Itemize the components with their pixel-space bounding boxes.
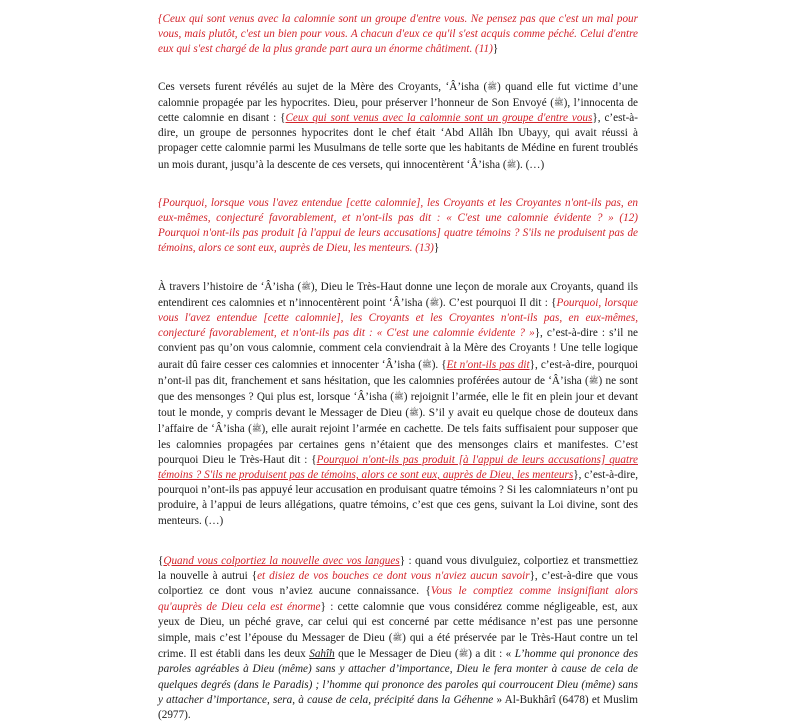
commentary-paragraph-2: À travers l’histoire de ‘Â’isha (ﷺ), Dieu le Très-Haut donne une leçon de morale aux Croyants, quand ils entendirent ces calomnies et n’innocentèrent point ‘Â’isha (ﷺ). C’est pourquoi Il dit : {Pourquoi, lorsque vous l'avez entendue [cette calomnie], les Croyants et les Croyantes n'ont-ils pas, en eux-mêmes, conjecturé favorablement, et n'ont-ils pas dit : « C'est une calomnie évidente ? »}, c’est-à-dire : s’il ne convient pas qu’on vous calomnie, comment cela conviendrait à la Mère des Croyants ! Une telle logique aurait dû faire cesser ces calomnies et innocenter ‘Â’isha (ﷺ). {Et n'ont-ils pas dit}, c’est-à-dire, pourquoi n’ont-il pas dit, franchement et sans hésitation, que les calomnies proférées autour de ‘Â’isha (ﷺ) ne sont que des mensonges ? Qui plus est, lorsque ‘Â’isha (ﷺ) rejoignit l’armée, elle le fit en plein jour et devant tout le monde, y compris devant le Messager de Dieu (ﷺ). S’il y avait eu quelque chose de douteux dans l’affaire de ‘Â’isha (ﷺ), elle aurait rejoint l’armée en cachette. De tels faits suffisaient pour supposer que les calomnies propagées par certaines gens n’étaient que des mensonges clairs et manifestes. C’est pourquoi Dieu le Très-Haut dit : {Pourquoi n'ont-ils pas produit [à l'appui de leurs accusations] quatre témoins ? S'ils ne produisent pas de témoins, alors ce sont eux, auprès de Dieu, les menteurs}, c’est-à-dire, pourquoi n’ont-ils pas appuyé leur accusation en produisant quatre témoins ? Si les calomniateurs n’ont pu produire, à l’appui de leurs allégations, quatre témoins, c’est que ces gens, suivant la Loi divine, sont des menteurs. (…) [158, 280, 639, 527]
honorific-glyph: ﷺ [409, 408, 419, 418]
honorific-glyph: ﷺ [458, 649, 469, 659]
honorific-glyph: ﷺ [487, 81, 497, 91]
quran-verse-12-13: {Pourquoi, lorsque vous l'avez entendue [cette calomnie], les Croyants et les Croyantes n'ont-ils pas, en eux-mêmes, conjecturé favorablement, et n'ont-ils pas dit : « C'est une calomnie évidente ? » (12) Pourquoi n'ont-ils pas produit [à l'appui de leurs accusations] quatre témoins ? S'ils ne produisent pas de témoins, alors ce sont eux, auprès de Dieu, les menteurs. (13)} [158, 196, 638, 255]
honorific-glyph: ﷺ [392, 632, 403, 642]
honorific-glyph: ﷺ [588, 375, 599, 385]
verse-quote: et disiez de vos bouches ce dont vous n'aviez aucun savoir [257, 570, 530, 583]
verse-quote: Et n'ont-ils pas dit [446, 358, 530, 371]
honorific-glyph: ﷺ [429, 297, 440, 307]
verse-quote: Ceux qui sont venus avec la calomnie sont un groupe d'entre vous [285, 112, 593, 125]
hadith-quote: L’homme qui prononce des paroles agréables à Dieu (même) sans y attacher d’importance, Dieu le fera monter à cause de cela de quelques degrés (dans le Paradis) ; l’homme qui prononce des paroles qui courroucent Dieu (même) sans y attacher d’importance, sera, à cause de cela, précipité dans la Géhenne [158, 648, 638, 706]
quran-verse-11: {Ceux qui sont venus avec la calomnie sont un groupe d'entre vous. Ne pensez pas que c'est un mal pour vous, mais plutôt, c'est un bien pour vous. A chacun d'eux ce qu'il s'est acquis comme péché. Celui d'entre eux qui s'est chargé de la plus grande part aura un énorme châtiment. (11)} [158, 13, 638, 56]
verse-quote: Pourquoi n'ont-ils pas produit [à l'appui de leurs accusations] quatre témoins ? S'ils ne produisent pas de témoins, alors ce sont eux, auprès de Dieu, les menteurs [158, 453, 638, 482]
honorific-glyph: ﷺ [394, 392, 404, 402]
verse-quote: Vous le comptiez comme insignifiant alors qu'auprès de Dieu cela est énorme [158, 585, 638, 613]
honorific-glyph: ﷺ [553, 97, 564, 107]
commentary-paragraph-1: Ces versets furent révélés au sujet de la Mère des Croyants, ‘Â’isha (ﷺ) quand elle fut victime d’une calomnie propagée par les hypocrites. Dieu, pour préserver l’honneur de Son Envoyé (ﷺ), l’innocenta de cette calomnie en disant : {Ceux qui sont venus avec la calomnie sont un groupe d'entre vous}, c’est-à-dire, un groupe de personnes hypocrites dont le chef était ‘Abd Allâh Ibn Ubayy, qui avait réussi à propager cette calomnie parmi les Musulmans de telle sorte que les habitants de Médine en furent troublés un mois durant, jusqu’à la descente de ces versets, qui innocentèrent ‘Â’isha (ﷺ). (…) [158, 80, 639, 171]
honorific-glyph: ﷺ [251, 424, 262, 434]
document-page [158, 12, 638, 723]
verse-quote: Pourquoi, lorsque vous l'avez entendue [cette calomnie], les Croyants et les Croyantes n'ont-ils pas, en eux-mêmes, conjecturé favorablement, et n'ont-ils pas dit : « C'est une calomnie évidente ? » [158, 296, 638, 340]
verse-quote: Quand vous colportiez la nouvelle avec vos langues [163, 554, 400, 567]
honorific-glyph: ﷺ [301, 281, 311, 291]
honorific-glyph: ﷺ [422, 359, 432, 369]
honorific-glyph: ﷺ [506, 159, 517, 169]
commentary-paragraph-3: {Quand vous colportiez la nouvelle avec vos langues} : quand vous divulguiez, colportiez et transmettiez la nouvelle à autrui {et disiez de vos bouches ce dont vous n'aviez aucun savoir}, c’est-à-dire que vous colportiez ce dont vous n’aviez aucune connaissance. {Vous le comptiez comme insignifiant alors qu'auprès de Dieu cela est énorme} : cette calomnie que vous considérez comme négligeable, est, aux yeux de Dieu, un péché grave, car celui qui est concerné par cette médisance n’est pas une personne simple, mais c’est l’épouse du Messager de Dieu (ﷺ) qui a été préservée par le Très-Haut contre un tel crime. Il est établi dans les deux Sahîh que le Messager de Dieu (ﷺ) a dit : « L’homme qui prononce des paroles agréables à Dieu (même) sans y attacher d’importance, Dieu le fera monter à cause de cela de quelques degrés (dans le Paradis) ; l’homme qui prononce des paroles qui courroucent Dieu (même) sans y attacher d’importance, sera, à cause de cela, précipité dans la Géhenne » Al-Bukhârî (6478) et Muslim (2977). [158, 554, 638, 721]
sahih-term: Sahîh [309, 648, 335, 661]
